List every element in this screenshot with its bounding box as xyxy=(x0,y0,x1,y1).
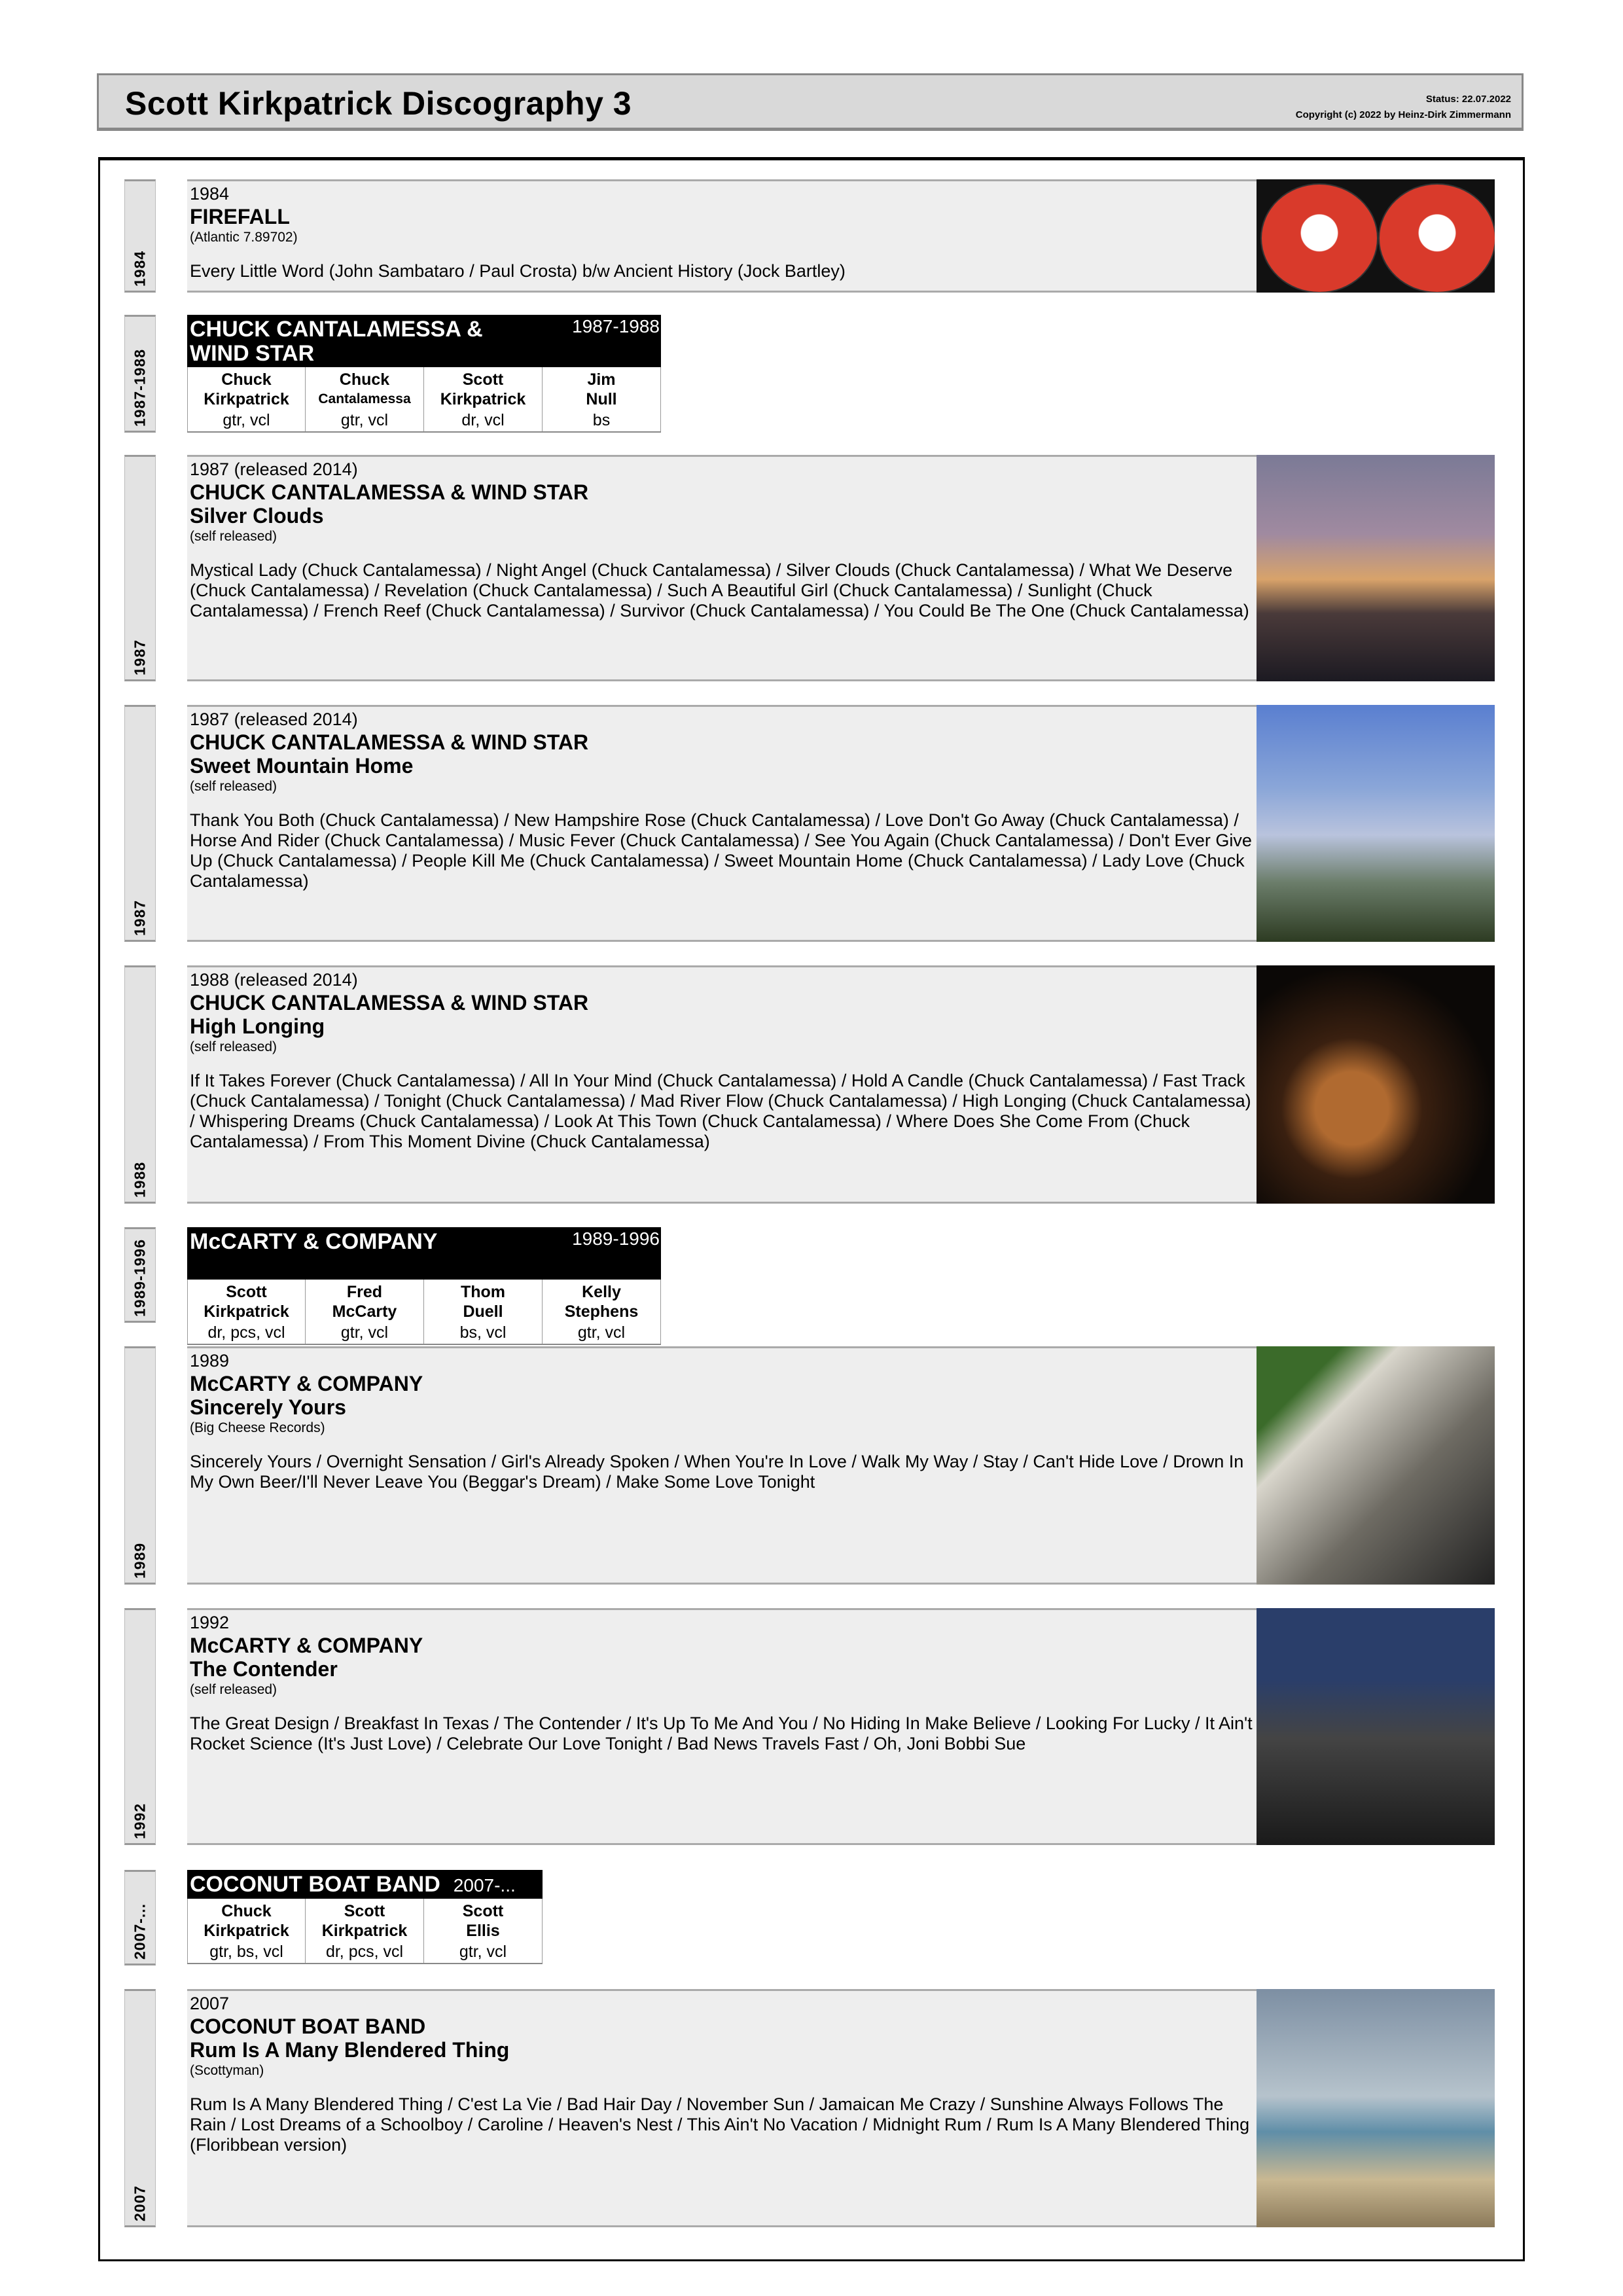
band-members xyxy=(187,1280,661,1345)
year-tab-label: 1988 xyxy=(131,1161,149,1198)
year-tab-label: 1987 xyxy=(131,899,149,936)
release-entry xyxy=(187,1608,1495,1845)
release-artist: COCONUT BOAT BAND xyxy=(190,2015,426,2038)
member-instruments: bs xyxy=(592,411,611,429)
album-cover-image xyxy=(1257,1346,1495,1585)
band-member xyxy=(424,1899,543,1963)
band-member xyxy=(187,1899,306,1963)
member-last-name: Kirkpatrick xyxy=(204,390,289,408)
member-last-name: Stephens xyxy=(564,1302,639,1321)
year-tab xyxy=(124,1608,156,1845)
member-last-name: Kirkpatrick xyxy=(204,1302,289,1321)
year-tab-label: 1984 xyxy=(131,250,149,287)
band-member xyxy=(187,367,306,431)
band-member xyxy=(424,1280,543,1344)
release-label: (self released) xyxy=(190,779,277,794)
release-label: (self released) xyxy=(190,1039,277,1054)
year-tab xyxy=(124,179,156,293)
member-first-name: Scott xyxy=(344,1902,385,1920)
year-tab-label: 1987-1988 xyxy=(131,349,149,427)
member-instruments: gtr, vcl xyxy=(223,411,270,429)
release-year: 1988 (released 2014) xyxy=(190,970,358,990)
release-label: (Atlantic 7.89702) xyxy=(190,230,298,245)
copyright: Copyright (c) 2022 by Heinz-Dirk Zimmermann xyxy=(1295,109,1511,120)
member-last-name: Cantalamessa xyxy=(318,391,411,406)
member-first-name: Jim xyxy=(587,370,616,389)
member-instruments: dr, pcs, vcl xyxy=(325,1943,404,1961)
release-album: Sincerely Yours xyxy=(190,1395,346,1419)
year-tab xyxy=(124,965,156,1204)
band-name: COCONUT BOAT BAND xyxy=(190,1872,440,1897)
band-members xyxy=(187,1899,543,1964)
album-cover-image xyxy=(1257,965,1495,1204)
release-label: (self released) xyxy=(190,529,277,544)
release-tracklist: Mystical Lady (Chuck Cantalamessa) / Night Angel (Chuck Cantalamessa) / Silver Clouds (Chuck Cantalamessa) / What We Deserve (Chuck Cantalamessa) / Revelation (Chuck Cantalamessa) / Such A Beautiful Girl (Chuck Cantalamessa) / Sunlight (Chuck Cantalamessa) / French Reef (Chuck Cantalamessa) / Survivor (Chuck Cantalamessa) / You Could Be The One (Chuck Cantalamessa) xyxy=(190,560,1249,620)
member-last-name: McCarty xyxy=(332,1302,397,1321)
band-header xyxy=(187,1870,543,1899)
member-last-name: Duell xyxy=(463,1302,503,1321)
member-first-name: Scott xyxy=(462,370,504,389)
release-tracklist: Sincerely Yours / Overnight Sensation / Girl's Already Spoken / When You're In Love / Walk My Way / Stay / Can't Hide Love / Drown In My Own Beer/I'll Never Leave You (Beggar's Dream) / Make Some Love Tonight xyxy=(190,1452,1244,1492)
release-text xyxy=(190,183,1253,281)
year-tab xyxy=(124,1346,156,1585)
release-entry xyxy=(187,455,1495,681)
status-date: Status: 22.07.2022 xyxy=(1425,94,1511,105)
record-label-disc xyxy=(1260,183,1378,293)
release-label: (self released) xyxy=(190,1682,277,1697)
year-tab-label: 2007-... xyxy=(131,1903,149,1960)
band-name: McCARTY & COMPANY xyxy=(190,1229,438,1254)
release-artist: CHUCK CANTALAMESSA & WIND STAR xyxy=(190,991,589,1014)
member-first-name: Chuck xyxy=(339,370,390,389)
release-album: The Contender xyxy=(190,1657,338,1681)
member-first-name: Scott xyxy=(226,1283,267,1301)
band-lineup xyxy=(187,315,661,433)
release-label: (Big Cheese Records) xyxy=(190,1420,325,1435)
member-instruments: gtr, vcl xyxy=(459,1943,507,1961)
release-tracklist: If It Takes Forever (Chuck Cantalamessa) / All In Your Mind (Chuck Cantalamessa) / Hold A Candle (Chuck Cantalamessa) / Fast Track (Chuck Cantalamessa) / Tonight (Chuck Cantalamessa) / Mad River Flow (Chuck Cantalamessa) / High Longing (Chuck Cantalamessa) / Whispering Dreams (Chuck Cantalamessa) / Look At This Town (Chuck Cantalamessa) / Where Does She Come From (Chuck Cantalamessa) / From This Moment Divine (Chuck Cantalamessa) xyxy=(190,1071,1251,1151)
band-dates: 1987-1988 xyxy=(572,316,660,336)
release-artist: McCARTY & COMPANY xyxy=(190,1372,423,1395)
album-cover-image xyxy=(1257,1989,1495,2227)
member-last-name: Ellis xyxy=(466,1922,500,1940)
band-member xyxy=(543,1280,661,1344)
member-first-name: Fred xyxy=(346,1283,383,1301)
release-album: Rum Is A Many Blendered Thing xyxy=(190,2038,510,2062)
release-year: 1989 xyxy=(190,1351,230,1371)
year-tab-label: 1987 xyxy=(131,639,149,675)
year-tab xyxy=(124,1870,156,1965)
year-tab xyxy=(124,1227,156,1323)
release-artist: FIREFALL xyxy=(190,205,290,228)
band-member xyxy=(424,367,543,431)
release-tracklist: Every Little Word (John Sambataro / Paul Crosta) b/w Ancient History (Jock Bartley) xyxy=(190,261,846,281)
year-tab xyxy=(124,705,156,942)
year-tab-label: 1989-1996 xyxy=(131,1239,149,1317)
album-cover-image xyxy=(1257,455,1495,681)
member-last-name: Kirkpatrick xyxy=(440,390,526,408)
release-entry xyxy=(187,179,1495,293)
band-member xyxy=(306,1899,424,1963)
release-artist: CHUCK CANTALAMESSA & WIND STAR xyxy=(190,730,589,754)
release-year: 1987 (released 2014) xyxy=(190,709,358,729)
release-entry xyxy=(187,965,1495,1204)
band-member xyxy=(306,367,424,431)
release-text xyxy=(190,1611,1253,1754)
year-tab xyxy=(124,1989,156,2227)
release-entry xyxy=(187,1989,1495,2227)
album-cover-image xyxy=(1257,179,1495,293)
album-cover-image xyxy=(1257,1608,1495,1845)
release-tracklist: Rum Is A Many Blendered Thing / C'est La Vie / Bad Hair Day / November Sun / Jamaican Me Crazy / Sunshine Always Follows The Rain / Lost Dreams of a Schoolboy / Caroline / Heaven's Nest / This Ain't No Vacation / Midnight Rum / Rum Is A Many Blendered Thing (Floribbean version) xyxy=(190,2094,1250,2155)
member-first-name: Chuck xyxy=(221,1902,272,1920)
band-lineup xyxy=(187,1870,543,1964)
release-tracklist: The Great Design / Breakfast In Texas / The Contender / It's Up To Me And You / No Hiding In Make Believe / Looking For Lucky / It Ain't Rocket Science (It's Just Love) / Celebrate Our Love Tonight / Bad News Travels Fast / Oh, Joni Bobbi Sue xyxy=(190,1713,1253,1753)
member-last-name: Kirkpatrick xyxy=(321,1922,408,1940)
album-cover-image xyxy=(1257,705,1495,942)
release-year: 1987 (released 2014) xyxy=(190,459,358,479)
release-entry xyxy=(187,1346,1495,1585)
release-album: Silver Clouds xyxy=(190,504,324,528)
release-album: Sweet Mountain Home xyxy=(190,754,414,778)
release-album: High Longing xyxy=(190,1014,325,1038)
release-artist: McCARTY & COMPANY xyxy=(190,1634,423,1657)
band-dates: 2007-... xyxy=(453,1875,516,1895)
release-artist: CHUCK CANTALAMESSA & WIND STAR xyxy=(190,480,589,504)
release-text xyxy=(190,1350,1253,1492)
release-text xyxy=(190,1992,1253,2155)
year-tab xyxy=(124,455,156,681)
band-header xyxy=(187,1227,661,1280)
page-title: Scott Kirkpatrick Discography 3 xyxy=(125,85,632,122)
release-entry xyxy=(187,705,1495,942)
band-members xyxy=(187,367,661,433)
member-instruments: gtr, vcl xyxy=(577,1323,626,1342)
page-header xyxy=(97,73,1524,131)
release-text xyxy=(190,458,1253,621)
band-name: CHUCK CANTALAMESSA & WIND STAR xyxy=(190,317,483,366)
band-member xyxy=(543,367,661,431)
member-instruments: dr, pcs, vcl xyxy=(207,1323,285,1342)
year-tab-label: 1989 xyxy=(131,1542,149,1579)
member-last-name: Null xyxy=(586,390,617,408)
member-instruments: gtr, bs, vcl xyxy=(209,1943,283,1961)
year-tab-label: 1992 xyxy=(131,1803,149,1839)
member-instruments: gtr, vcl xyxy=(340,411,389,429)
band-dates: 1989-1996 xyxy=(572,1229,660,1249)
member-first-name: Scott xyxy=(462,1902,504,1920)
release-year: 1984 xyxy=(190,184,230,204)
band-member xyxy=(187,1280,306,1344)
record-label-disc xyxy=(1378,183,1495,293)
year-tab-label: 2007 xyxy=(131,2185,149,2221)
member-instruments: gtr, vcl xyxy=(340,1323,389,1342)
release-label: (Scottyman) xyxy=(190,2063,264,2078)
member-instruments: dr, vcl xyxy=(461,411,505,429)
member-first-name: Chuck xyxy=(221,370,272,389)
band-member xyxy=(306,1280,424,1344)
year-tab xyxy=(124,315,156,433)
band-header xyxy=(187,315,661,367)
release-tracklist: Thank You Both (Chuck Cantalamessa) / New Hampshire Rose (Chuck Cantalamessa) / Love Don't Go Away (Chuck Cantalamessa) / Horse And Rider (Chuck Cantalamessa) / Music Fever (Chuck Cantalamessa) / See You Again (Chuck Cantalamessa) / Don't Ever Give Up (Chuck Cantalamessa) / People Kill Me (Chuck Cantalamessa) / Sweet Mountain Home (Chuck Cantalamessa) / Lady Love (Chuck Cantalamessa) xyxy=(190,810,1252,891)
member-instruments: bs, vcl xyxy=(459,1323,507,1342)
release-text xyxy=(190,969,1253,1152)
release-text xyxy=(190,708,1253,891)
member-last-name: Kirkpatrick xyxy=(204,1922,289,1940)
member-first-name: Kelly xyxy=(582,1283,621,1301)
band-lineup xyxy=(187,1227,661,1345)
member-first-name: Thom xyxy=(460,1283,506,1301)
release-year: 2007 xyxy=(190,1994,230,2013)
release-year: 1992 xyxy=(190,1613,230,1632)
